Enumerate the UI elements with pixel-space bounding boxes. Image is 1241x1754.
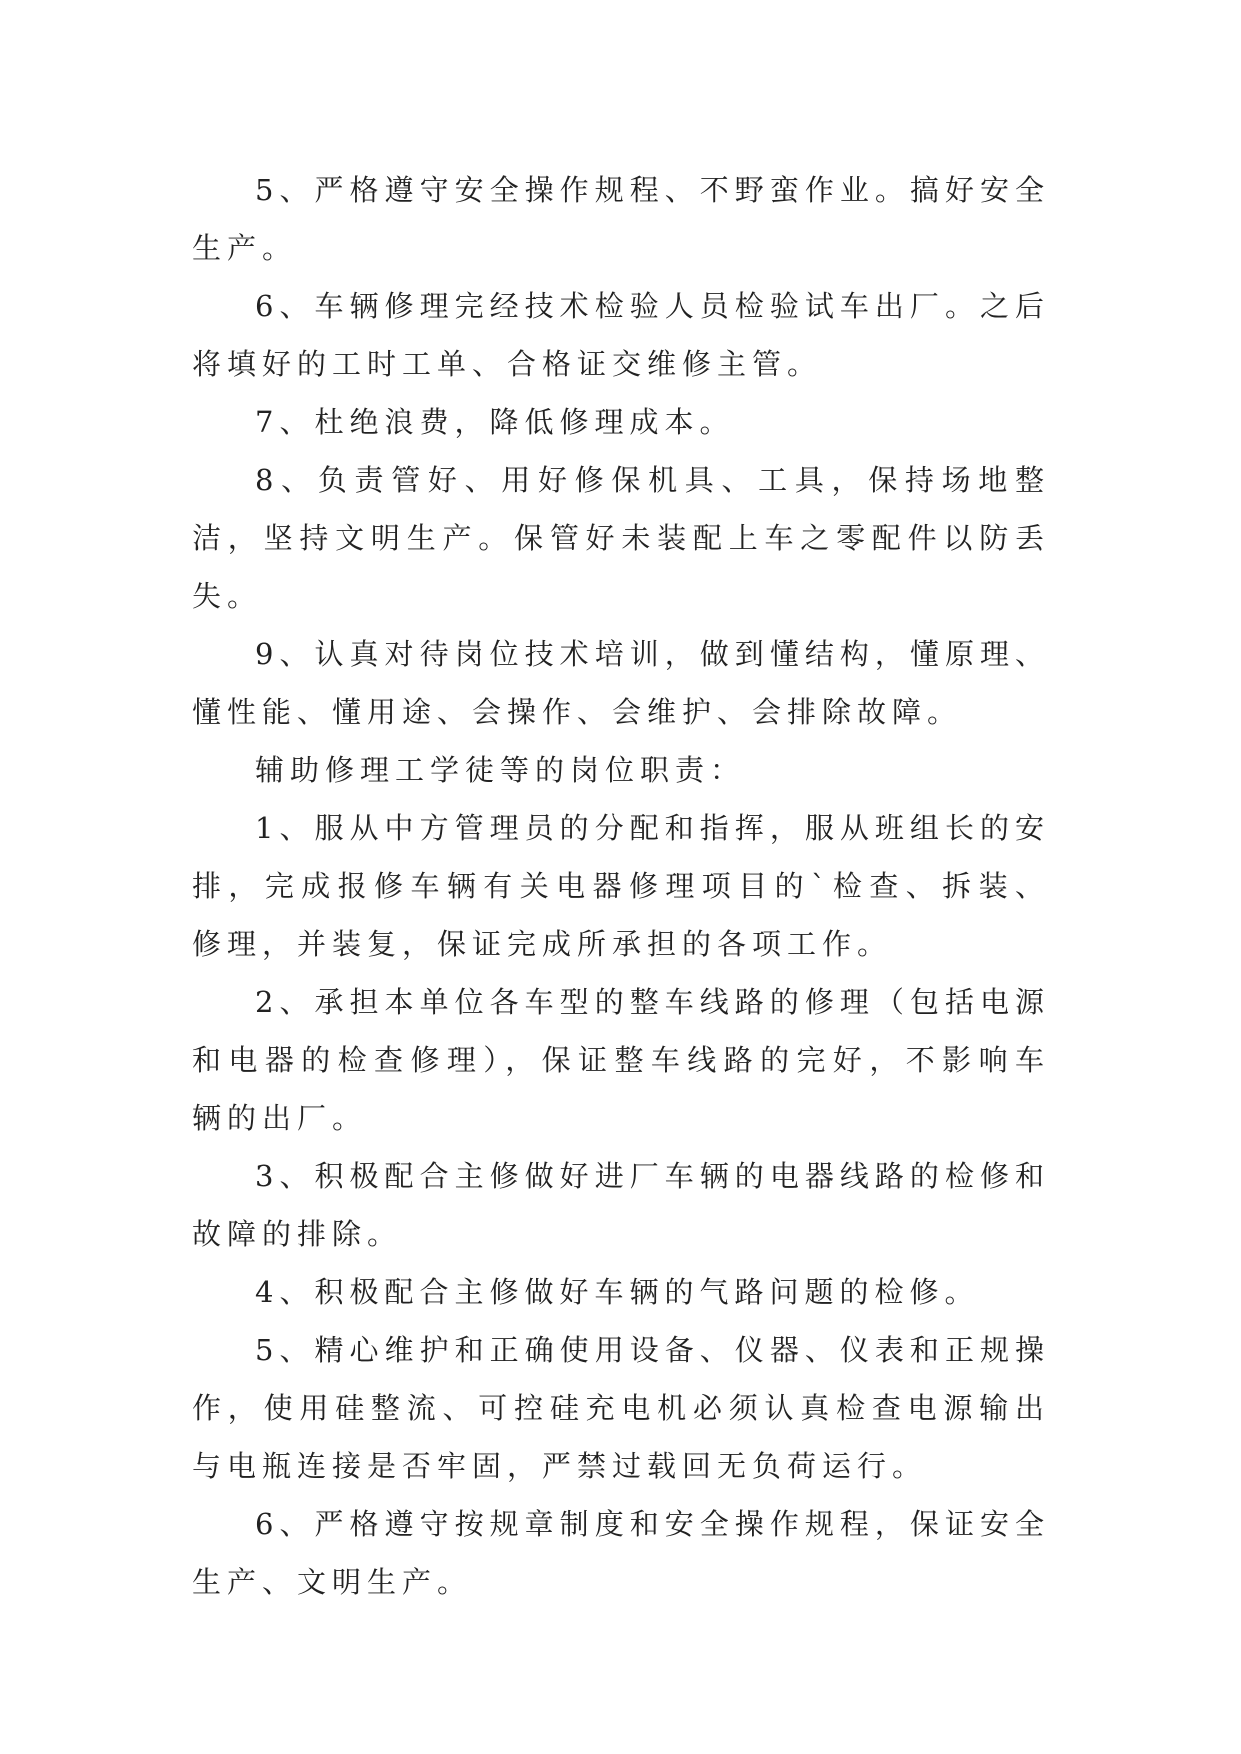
paragraph: 6、车辆修理完经技术检验人员检验试车出厂。之后将填好的工时工单、合格证交维修主管。 <box>192 289 1050 381</box>
paragraph: 9、认真对待岗位技术培训，做到懂结构，懂原理、懂性能、懂用途、会操作、会维护、会排除故障。 <box>192 637 1050 729</box>
paragraph: 6、严格遵守按规章制度和安全操作规程，保证安全生产、文明生产。 <box>192 1507 1050 1599</box>
paragraph: 3、积极配合主修做好进厂车辆的电器线路的检修和故障的排除。 <box>192 1159 1050 1251</box>
paragraph: 4、积极配合主修做好车辆的气路问题的检修。 <box>255 1275 980 1309</box>
paragraph: 1、服从中方管理员的分配和指挥，服从班组长的安排，完成报修车辆有关电器修理项目的`检查、拆装、修理，并装复，保证完成所承担的各项工作。 <box>192 811 1050 961</box>
paragraph: 5、精心维护和正确使用设备、仪器、仪表和正规操作，使用硅整流、可控硅充电机必须认真检查电源输出与电瓶连接是否牢固，严禁过载回无负荷运行。 <box>192 1333 1050 1483</box>
paragraph: 2、承担本单位各车型的整车线路的修理（包括电源和电器的检查修理），保证整车线路的完好，不影响车辆的出厂。 <box>192 985 1050 1135</box>
document-body <box>192 161 1050 1611</box>
section-heading: 辅助修理工学徒等的岗位职责： <box>255 753 746 787</box>
paragraph: 8、负责管好、用好修保机具、工具，保持场地整洁，坚持文明生产。保管好未装配上车之零配件以防丢失。 <box>192 463 1050 613</box>
paragraph: 7、杜绝浪费，降低修理成本。 <box>255 405 735 439</box>
paragraph: 5、严格遵守安全操作规程、不野蛮作业。搞好安全生产。 <box>192 173 1050 265</box>
